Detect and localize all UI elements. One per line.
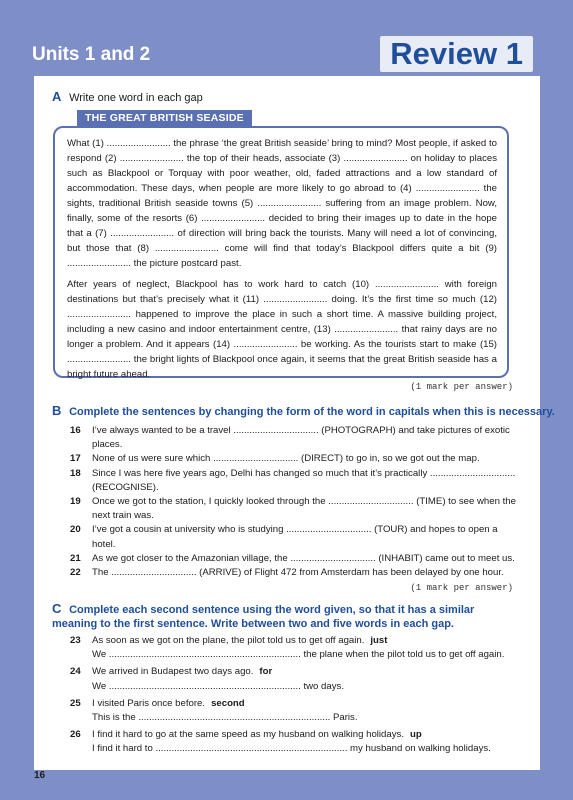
section-c-letter: C (52, 601, 62, 616)
second-sentence: This is the ........................................................................ Paris. (92, 712, 358, 724)
item-text: The ................................ (ARRIVE) of Flight 472 from Amsterdam has been delayed by one hour. (92, 567, 504, 579)
section-a-heading (52, 90, 203, 105)
key-word: just (370, 635, 388, 646)
section-c-instruction: Complete each second sentence using the word given, so that it has a similar meaning to the first sentence. Write between two and five words in each gap. (52, 604, 475, 630)
item-number: 19 (70, 496, 81, 508)
review-title: Review 1 (380, 36, 533, 72)
item-text: Since I was here five years ago, Delhi has changed so much that it’s practically ................................ (RECOGNISE). (92, 467, 516, 493)
second-sentence: I find it hard to ........................................................................ my husband on walking holidays. (92, 743, 491, 755)
item-text: As we got closer to the Amazonian village, the ................................ (INHABIT) came out to meet us. (92, 552, 515, 564)
item-number: 25 (70, 697, 81, 709)
item-number: 22 (70, 567, 81, 579)
second-sentence: We ........................................................................ the plane when the pilot told us to get off again. (92, 649, 505, 661)
first-sentence: We arrived in Budapest two days ago. (92, 666, 254, 678)
item-text: None of us were sure which ................................ (DIRECT) to go in, so we got out the map. (92, 453, 480, 465)
item-number: 24 (70, 666, 81, 678)
item-body (92, 728, 522, 756)
section-b-marks: (1 mark per answer) (410, 583, 513, 593)
item-body (92, 665, 522, 693)
section-c-heading (52, 602, 502, 631)
section-a-instruction: Write one word in each gap (69, 92, 203, 104)
first-sentence: I visited Paris once before. (92, 697, 206, 709)
second-sentence: We ........................................................................ two days. (92, 680, 344, 692)
first-sentence: As soon as we got on the plane, the pilot told us to get off again. (92, 635, 365, 646)
item-number: 18 (70, 467, 81, 479)
page-number: 16 (34, 770, 46, 781)
section-a-marks: (1 mark per answer) (410, 382, 513, 392)
item-number: 17 (70, 453, 81, 465)
list-item (70, 728, 522, 756)
item-body (92, 634, 522, 662)
item-number: 23 (70, 635, 81, 646)
section-b-instruction: Complete the sentences by changing the form of the word in capitals when this is necessary. (69, 406, 555, 418)
section-b-letter: B (52, 403, 62, 418)
item-body (92, 697, 522, 725)
section-c-items (70, 634, 522, 757)
list-item (70, 495, 522, 523)
cloze-paragraph-1: What (1) ........................ the phrase ‘the great British seaside’ bring to mind? Most people, if asked to respond (2) ........................ the top of their heads, associate (3) ........................ on holiday to places such as Blackpool or Torquay with poor weather, old, faded attractions and a low standard of accommodation. These days, when people are more likely to go abroad to (4) ........................ the sights, traditional British seaside towns (5) ........................ suffering from an image problem. Now, finally, some of the resorts (6) ........................ decided to bring their images up to date in the hope that a (7) ........................ of direction will bring back the tourists. Many will need a lot of convincing, but those that (8) ........................ come will find that today’s Blackpool differs quite a bit (9) ........................ the picture postcard past. (67, 138, 497, 269)
list-item (70, 566, 522, 580)
section-a-letter: A (52, 89, 62, 104)
section-b-items (70, 424, 522, 580)
item-number: 16 (70, 425, 81, 436)
key-word: up (409, 729, 422, 741)
section-b-heading (52, 404, 555, 419)
text-title-banner: THE GREAT BRITISH SEASIDE (77, 110, 252, 126)
key-word: for (259, 666, 273, 678)
list-item (70, 634, 522, 662)
list-item (70, 452, 522, 466)
units-title: Units 1 and 2 (32, 44, 151, 65)
list-item (70, 552, 522, 566)
item-text: I’ve always wanted to be a travel ................................ (PHOTOGRAPH) and take pictures of exotic places. (92, 425, 510, 451)
list-item (70, 523, 522, 551)
list-item (70, 467, 522, 495)
page-header (0, 0, 573, 80)
item-number: 26 (70, 729, 81, 741)
item-text: Once we got to the station, I quickly looked through the ................................ (TIME) to see when the next train was. (92, 496, 516, 522)
first-sentence: I find it hard to go at the same speed as my husband on walking holidays. (92, 729, 404, 741)
item-number: 20 (70, 524, 81, 536)
item-text: I’ve got a cousin at university who is studying ................................ (TOUR) and hopes to open a hotel. (92, 524, 498, 550)
cloze-paragraph-2: After years of neglect, Blackpool has to work hard to catch (10) ........................ with foreign destinations but that’s precisely what it (11) ........................ doing. It’s the first time so much (12) ........................ happened to improve the place in such a short time. A massive building project, including a new casino and indoor entertainment centre, (13) ........................ that rainy days are no longer a problem. And it appears (14) ........................ be working. As the tourists start to make (15) ........................ the bright lights of Blackpool once again, it seems that the great British seaside has a bright future ahead. (67, 279, 497, 380)
key-word: second (211, 697, 245, 709)
item-number: 21 (70, 552, 81, 564)
list-item (70, 697, 522, 725)
list-item (70, 424, 522, 452)
list-item (70, 665, 522, 693)
cloze-text-box (53, 126, 509, 378)
